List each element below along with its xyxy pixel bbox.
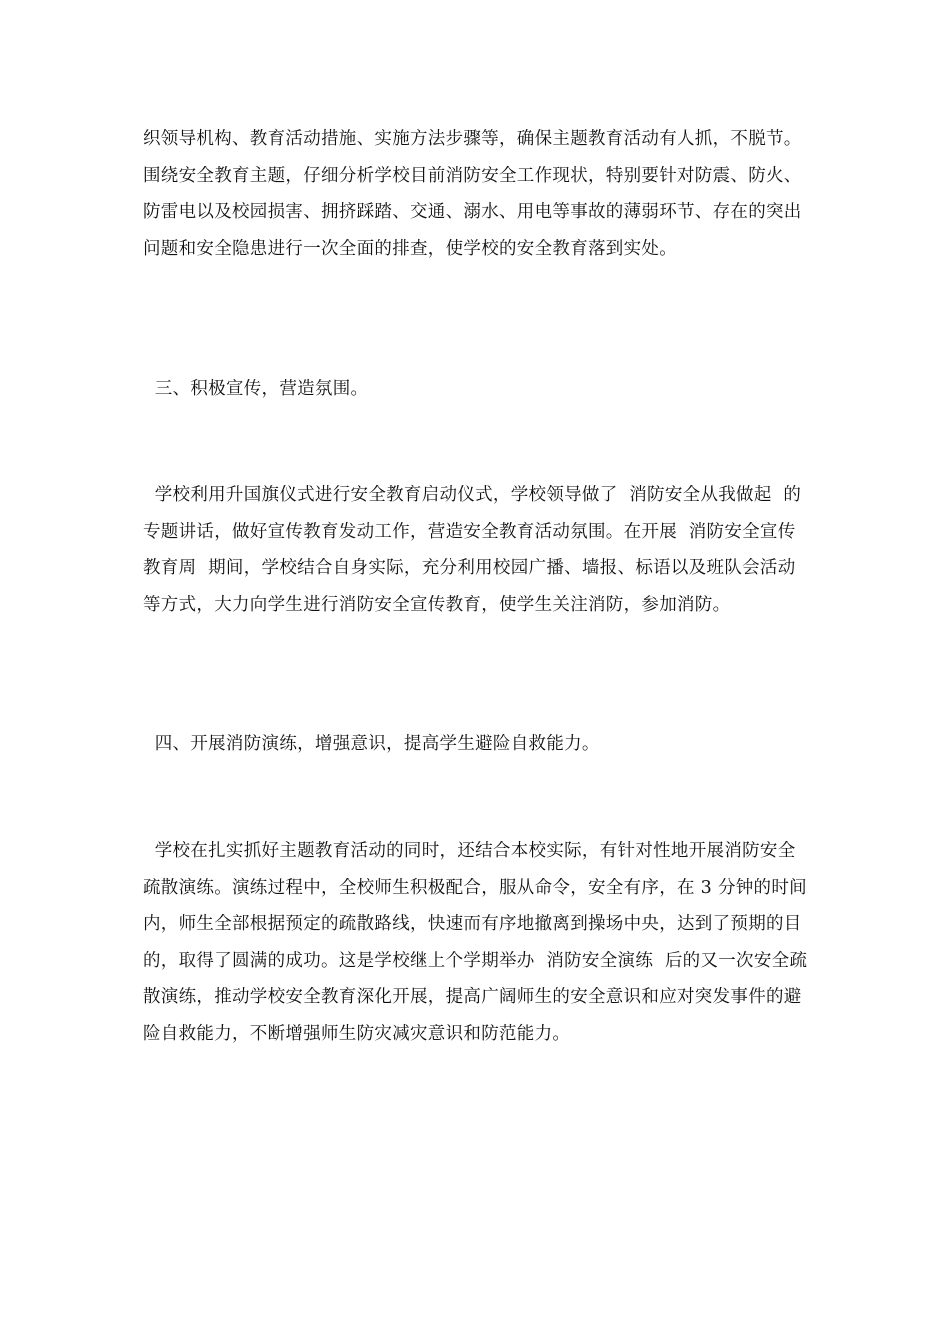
- paragraph-drill: 学校在扎实抓好主题教育活动的同时，还结合本校实际，有针对性地开展消防安全疏散演练。演练过程中，全校师生积极配合，服从命令，安全有序，在 3 分钟的时间内，师生全部根据预定的疏散路线，快速而有序地撤离到操场中央，达到了预期的目的，取得了圆满的成功。这是学校继上个学期举办 消防安全演练 后的又一次安全疏散演练，推动学校安全教育深化开展，提高广阔师生的安全意识和应对突发事件的避险自救能力，不断增强师生防灾减灾意识和防范能力。: [143, 841, 808, 1044]
- paragraph-organization: 织领导机构、教育活动措施、实施方法步骤等，确保主题教育活动有人抓，不脱节。围绕安全教育主题，仔细分析学校目前消防安全工作现状，特别要针对防震、防火、防雷电以及校园损害、拥挤踩踏、交通、溺水、用电等事故的薄弱环节、存在的突出问题和安全隐患进行一次全面的排查，使学校的安全教育落到实处。: [143, 129, 802, 259]
- heading-section-three: 三、积极宣传，营造氛围。: [143, 379, 369, 399]
- paragraph-publicity: 学校利用升国旗仪式进行安全教育启动仪式，学校领导做了 消防安全从我做起 的专题讲话，做好宣传教育发动工作，营造安全教育活动氛围。在开展 消防安全宣传教育周 期间，学校结合自身实际，充分利用校园广播、墙报、标语以及班队会活动等方式，大力向学生进行消防安全宣传教育，使学生关注消防，参加消防。: [143, 485, 802, 615]
- heading-section-four: 四、开展消防演练，增强意识，提高学生避险自救能力。: [143, 734, 600, 754]
